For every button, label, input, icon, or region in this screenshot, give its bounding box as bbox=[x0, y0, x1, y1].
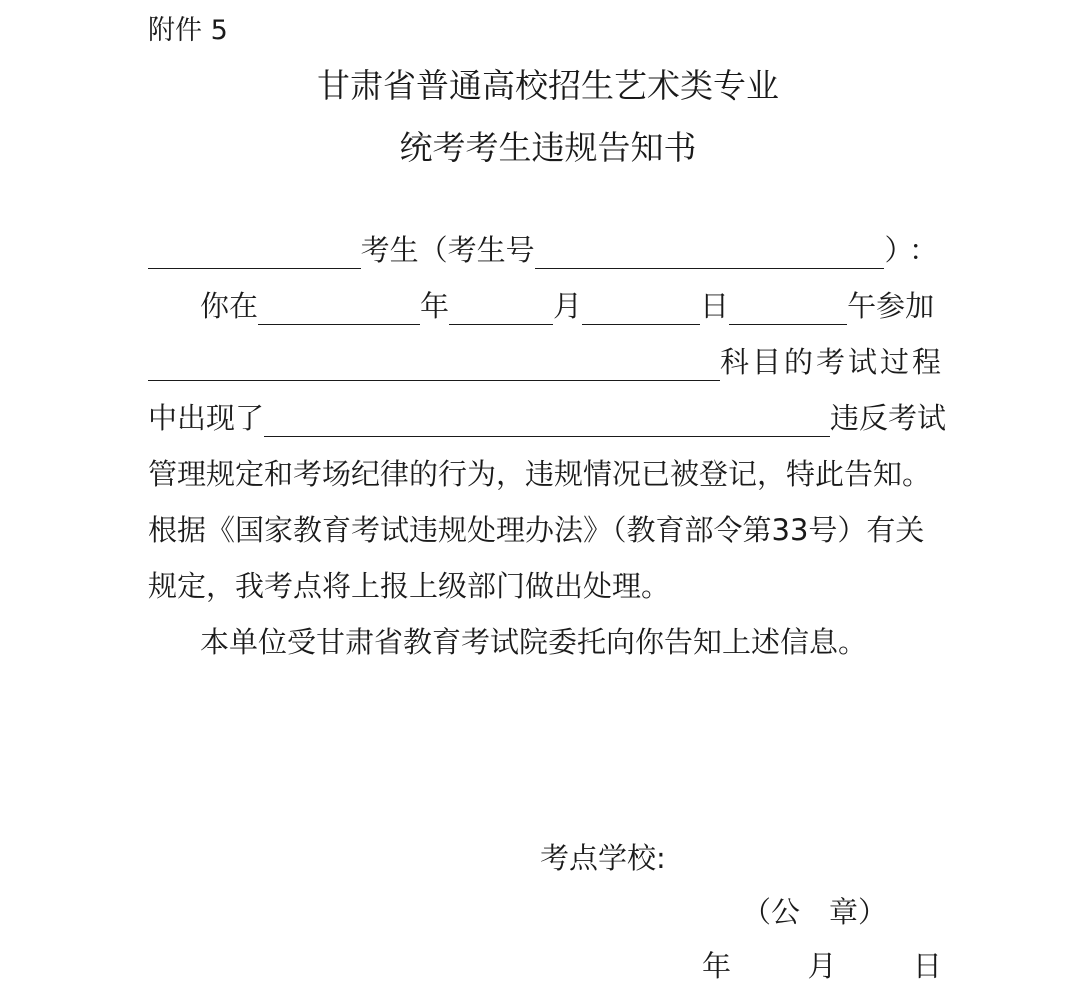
exam-school-label: 考点学校: bbox=[540, 841, 666, 875]
subject-process-label: 科目的考试过程 bbox=[720, 345, 945, 379]
subject-blank[interactable] bbox=[148, 346, 720, 381]
candidate-number-blank[interactable] bbox=[535, 234, 885, 269]
signature-month: 月 bbox=[807, 949, 837, 983]
candidate-label: 考生（考生号 bbox=[360, 233, 535, 267]
attachment-label: 附件 5 bbox=[148, 15, 228, 46]
month-blank[interactable] bbox=[449, 290, 553, 325]
violation-blank[interactable] bbox=[264, 402, 830, 437]
document-title-line1: 甘肃省普通高校招生艺术类专业 bbox=[317, 66, 779, 105]
noon-blank[interactable] bbox=[729, 290, 847, 325]
month-label: 月 bbox=[553, 289, 583, 323]
noon-attend-label: 午参加 bbox=[847, 289, 935, 323]
candidate-line bbox=[148, 228, 948, 269]
date-line bbox=[148, 284, 948, 325]
signature-year: 年 bbox=[702, 949, 732, 983]
you-at-label: 你在 bbox=[200, 289, 259, 323]
candidate-suffix: ）： bbox=[884, 233, 948, 267]
signature-date bbox=[702, 944, 942, 985]
paragraph-1-text: 管理规定和考场纪律的行为，违规情况已被登记，特此告知。 bbox=[148, 457, 932, 491]
signature-day: 日 bbox=[912, 949, 942, 983]
year-label: 年 bbox=[420, 289, 450, 323]
paragraph-3-line bbox=[148, 620, 948, 661]
violation-line bbox=[148, 396, 948, 437]
paragraph-2-line-2 bbox=[148, 564, 948, 605]
appeared-label: 中出现了 bbox=[148, 401, 265, 435]
day-blank[interactable] bbox=[582, 290, 700, 325]
candidate-name-blank[interactable] bbox=[148, 234, 361, 269]
paragraph-3-text: 本单位受甘肃省教育考试院委托向你告知上述信息。 bbox=[200, 625, 868, 659]
official-seal-label: （公 章） bbox=[742, 895, 888, 929]
paragraph-2-line-1 bbox=[148, 508, 948, 549]
subject-line bbox=[148, 340, 948, 381]
day-label: 日 bbox=[700, 289, 730, 323]
paragraph-2-text-1: 根据《国家教育考试违规处理办法》（教育部令第33号）有关 bbox=[148, 513, 925, 547]
paragraph-2-text-2: 规定，我考点将上报上级部门做出处理。 bbox=[148, 569, 671, 603]
document-title-line2: 统考考生违规告知书 bbox=[399, 128, 697, 167]
paragraph-1-line bbox=[148, 452, 948, 493]
year-blank[interactable] bbox=[258, 290, 420, 325]
violate-exam-label: 违反考试 bbox=[830, 401, 947, 435]
